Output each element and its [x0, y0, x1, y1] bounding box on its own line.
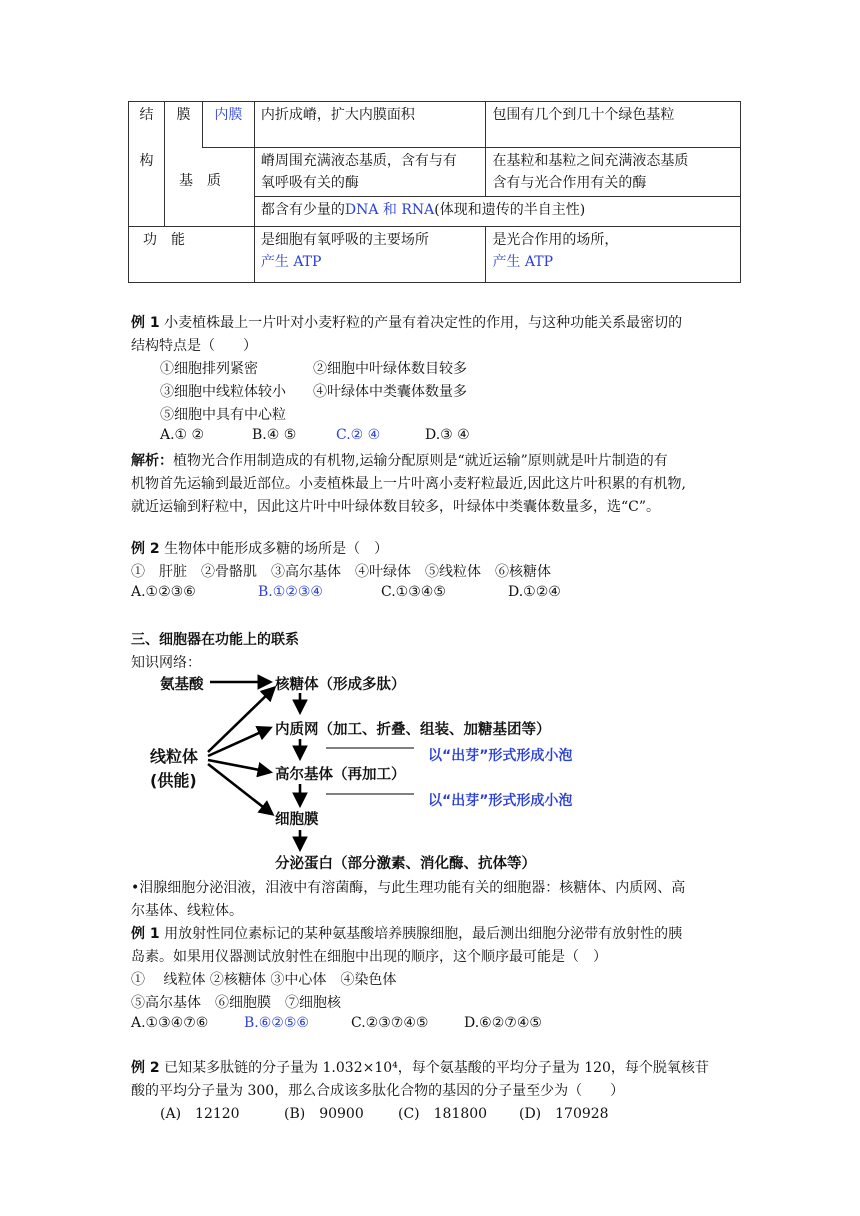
ex2-choice-c: C.①③④⑤ — [381, 584, 446, 600]
ex1-analysis-line3: 就近运输到籽粒中，因此这片叶中叶绿体数目较多，叶绿体中类囊体数量多，选“C”。 — [131, 499, 661, 515]
ex1-option-3: ③细胞中线粒体较小 — [160, 384, 286, 400]
cell-gou: 构 — [129, 148, 165, 227]
vesicle-label-1: 以“出芽”形式形成小泡 — [428, 748, 573, 764]
ex3-choice-d: D.⑥②⑦④⑤ — [464, 1015, 542, 1031]
ex1-choice-b: B.④ ⑤ — [252, 427, 297, 443]
section3-network-label: 知识网络： — [131, 655, 201, 671]
ex3-choice-c: C.②③⑦④⑤ — [351, 1015, 429, 1031]
cell-jizhi: 基 质 — [164, 148, 254, 227]
cell-mo: 膜 — [164, 102, 202, 148]
cell-neimo: 内膜 — [202, 102, 254, 148]
ex4-question-line2: 酸的平均分子量为 300，那么合成该多肽化合物的基因的分子量至少为（ ） — [131, 1083, 625, 1099]
note-line1: •泪腺细胞分泌泪液，泪液中有溶菌酶，与此生理功能有关的细胞器：核糖体、内质网、高 — [131, 880, 686, 896]
node-cell-membrane: 细胞膜 — [275, 812, 319, 828]
ex1-choice-d: D.③ ④ — [425, 427, 470, 443]
ex1-option-4: ④叶绿体中类囊体数量多 — [313, 384, 467, 400]
node-ribosome: 核糖体（形成多肽） — [275, 677, 406, 693]
ex3-question-line1: 例 1 用放射性同位素标记的某种氨基酸培养胰腺细胞，最后测出细胞分泌带有放射性的胰 — [131, 926, 683, 942]
ex3-choice-b: B.⑥②⑤⑥ — [244, 1015, 309, 1031]
node-mitochondria-role: (供能) — [150, 771, 197, 790]
ex2-choice-a: A.①②③⑥ — [131, 584, 196, 600]
ex1-choice-c: C.② ④ — [336, 427, 381, 443]
ex3-options-1: ① 线粒体 ②核糖体 ③中心体 ④染色体 — [131, 972, 397, 988]
ex3-question-line2: 岛素。如果用仪器测试放射性在细胞中出现的顺序，这个顺序最可能是（ ） — [131, 949, 607, 965]
ex1-option-5: ⑤细胞中具有中心粒 — [160, 407, 286, 423]
cell-gongneng: 功 能 — [129, 227, 255, 283]
ex1-question-line2: 结构特点是（ ） — [131, 338, 257, 354]
cell-jie: 结 — [129, 102, 165, 148]
cell-row4-mito: 是细胞有氧呼吸的主要场所 产生 ATP — [254, 227, 486, 283]
cell-row1-mito: 内折成嵴，扩大内膜面积 — [254, 102, 486, 148]
ex2-question: 例 2 生物体中能形成多糖的场所是（ ） — [131, 541, 389, 557]
ex2-options: ① 肝脏 ②骨骼肌 ③高尔基体 ④叶绿体 ⑤线粒体 ⑥核糖体 — [131, 564, 551, 580]
node-golgi: 高尔基体（再加工） — [275, 767, 406, 783]
vesicle-label-2: 以“出芽”形式形成小泡 — [428, 793, 573, 809]
ex4-choice-b: (B) 90900 — [284, 1106, 364, 1122]
ex4-question-line1: 例 2 已知某多肽链的分子量为 1.032×10⁴，每个氨基酸的平均分子量为 120，每个脱氧核苷 — [131, 1060, 709, 1076]
note-line2: 尔基体、线粒体。 — [131, 903, 243, 919]
ex1-option-1: ①细胞排列紧密 — [160, 361, 258, 377]
cell-row1-chloro: 包围有几个到几十个绿色基粒 — [486, 102, 741, 148]
ex4-choice-a: (A) 12120 — [160, 1106, 240, 1122]
ex1-option-2: ②细胞中叶绿体数目较多 — [313, 361, 467, 377]
ex2-choice-b: B.①②③④ — [258, 584, 323, 600]
ex1-question-line1: 例 1 小麦植株最上一片叶对小麦籽粒的产量有着决定性的作用，与这种功能关系最密切的 — [131, 315, 683, 331]
ex1-analysis-line2: 机物首先运输到最近部位。小麦植株最上一片叶离小麦籽粒最近,因此这片叶积累的有机物, — [131, 476, 686, 492]
ex3-options-2: ⑤高尔基体 ⑥细胞膜 ⑦细胞核 — [131, 995, 341, 1011]
node-secreted-protein: 分泌蛋白（部分激素、消化酶、抗体等） — [275, 856, 536, 872]
ex4-choice-c: (C) 181800 — [398, 1106, 488, 1122]
node-er: 内质网（加工、折叠、组装、加糖基团等） — [275, 722, 551, 738]
cell-row4-chloro: 是光合作用的场所， 产生 ATP — [486, 227, 741, 283]
section3-heading: 三、细胞器在功能上的联系 — [131, 632, 299, 648]
ex1-analysis-line1: 解析：植物光合作用制造成的有机物,运输分配原则是“就近运输”原则就是叶片制造的有 — [131, 453, 668, 469]
ex3-choice-a: A.①③④⑦⑥ — [131, 1015, 209, 1031]
cell-row2-chloro: 在基粒和基粒之间充满液态基质 含有与光合作用有关的酶 — [486, 148, 741, 197]
ex1-choice-a: A.① ② — [160, 427, 205, 443]
cell-row2-mito: 嵴周围充满液态基质，含有与有 氧呼吸有关的酶 — [254, 148, 486, 197]
node-amino-acid: 氨基酸 — [160, 677, 204, 693]
ex4-choice-d: (D) 170928 — [519, 1106, 609, 1122]
cell-row3: 都含有少量的DNA 和 RNA(体现和遗传的半自主性) — [254, 197, 740, 227]
node-mitochondria: 线粒体 — [150, 747, 199, 766]
ex2-choice-d: D.①②④ — [508, 584, 561, 600]
